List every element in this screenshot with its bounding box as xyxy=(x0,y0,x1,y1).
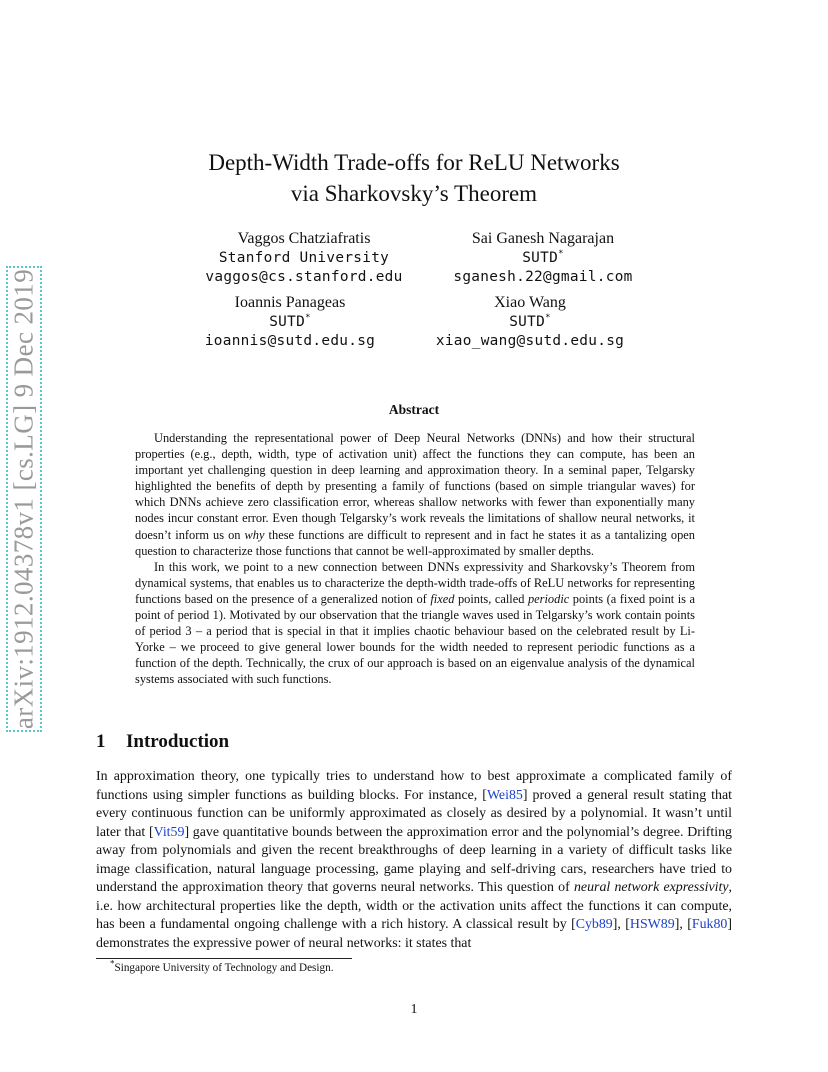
intro-body xyxy=(96,768,732,953)
author-email: sganesh.22@gmail.com xyxy=(453,269,633,285)
author-block xyxy=(150,293,430,351)
intro-paragraph xyxy=(96,768,732,953)
footnote-mark: * xyxy=(558,249,564,260)
author-block xyxy=(390,293,670,351)
page-number: 1 xyxy=(410,1002,418,1017)
body-text: ] demonstrates the expressive power of neural networks: it states that xyxy=(96,917,733,951)
citation-link[interactable]: HSW89 xyxy=(629,917,675,932)
footnote-text: Singapore University of Technology and Design. xyxy=(114,962,334,974)
body-emphasis: neural network expressivity xyxy=(573,880,729,895)
body-text: In approximation theory, one typically tries to understand how to best approximate a complicated family of functions using simpler functions as building blocks. For instance, [ xyxy=(96,769,732,803)
citation-link[interactable]: Cyb89 xyxy=(575,917,613,932)
author-block xyxy=(403,229,683,287)
author-email: vaggos@cs.stanford.edu xyxy=(205,269,403,285)
author-name: Sai Ganesh Nagarajan xyxy=(471,230,615,247)
author-affiliation-line xyxy=(390,313,670,332)
citation-link[interactable]: Wei85 xyxy=(486,787,523,803)
abstract-body xyxy=(135,430,695,688)
abstract-paragraph xyxy=(135,559,695,688)
section-number: 1 xyxy=(96,731,106,752)
author-affiliation: SUTD xyxy=(522,250,559,266)
body-text: ] proved a general result stating that every continuous function can be uniformly approximated as closely as desired by a polynomial. It wasn’t until later that [ xyxy=(96,787,732,840)
citation-link[interactable]: Vit59 xyxy=(153,824,185,840)
footnote-mark: * xyxy=(110,958,115,969)
author-name: Vaggos Chatziafratis xyxy=(237,230,371,247)
author-block xyxy=(164,229,444,287)
section-title: Introduction xyxy=(126,731,230,752)
author-affiliation-line xyxy=(403,249,683,268)
abstract-text: these functions are difficult to represent and in fact he states it as a tantalizing open question to characterize those functions that cannot be well-approximated by smaller depths. xyxy=(135,527,695,558)
body-text: ], [ xyxy=(612,917,630,932)
author-email: xiao_wang@sutd.edu.sg xyxy=(435,333,625,349)
arxiv-stamp xyxy=(6,266,42,732)
abstract-heading: Abstract xyxy=(388,402,440,417)
abstract-text: points (a fixed point is a point of period 1). Motivated by our observation that the triangle waves used in Telgarsky’s work contain points of period 3 – a period that is special in that it implies chaotic behaviour based on the celebrated result by Li-Yorke – we proceed to give general lower bounds for the width needed to represent periodic functions as a function of the depth. Technically, the crux of our approach is based on an eigenvalue analysis of the dynamical systems associated with such functions. xyxy=(135,591,696,687)
author-affiliation-line xyxy=(150,313,430,332)
author-affiliation: SUTD xyxy=(269,314,306,330)
paper-title-line1: Depth-Width Trade-offs for ReLU Networks xyxy=(208,150,620,175)
paper-title-line2: via Sharkovsky’s Theorem xyxy=(290,181,538,206)
abstract-text: In this work, we point to a new connection between DNNs expressivity and Sharkovsky’s Theorem from dynamical systems, that enables us to characterize the depth-width trade-offs of ReLU networks for representing functions based on the presence of a generalized notion of xyxy=(135,559,695,606)
footnote-mark: * xyxy=(545,313,551,324)
footnote-mark: * xyxy=(305,313,311,324)
footnote xyxy=(110,958,334,974)
abstract-text: Understanding the representational power of Deep Neural Networks (DNNs) and how their structural properties (e.g., depth, width, type of activation unit) affect the functions they can compute, has been an important yet challenging question in deep learning and approximation theory. In a seminal paper, Telgarsky highlighted the benefits of depth by presenting a family of functions (based on simple triangular waves) for which DNNs achieve zero classification error, whereas shallow networks with fewer than exponentially many nodes incur constant error. Even though Telgarsky’s work reveals the limitations of shallow neural networks, it doesn’t inform us on xyxy=(135,431,695,542)
author-affiliation: SUTD xyxy=(509,314,546,330)
footnote-divider xyxy=(96,958,352,959)
author-name: Xiao Wang xyxy=(494,294,566,311)
abstract-emphasis: fixed xyxy=(430,591,455,606)
citation-link[interactable]: Fuk80 xyxy=(691,917,728,932)
section-heading xyxy=(96,731,229,753)
abstract-text: points, called xyxy=(454,591,528,606)
author-affiliation: Stanford University xyxy=(218,250,390,266)
abstract-paragraph xyxy=(135,430,695,559)
author-email: ioannis@sutd.edu.sg xyxy=(204,333,376,349)
abstract-emphasis: why xyxy=(244,527,265,542)
arxiv-identifier: arXiv:1912.04378v1 [cs.LG] 9 Dec 2019 xyxy=(8,268,39,730)
body-text: ] gave quantitative bounds between the approximation error and the polynomial’s degree. Drifting away from polynomials and given the recent breakthroughs of deep learning in a variety of difficult tasks like image classification, natural language processing, game playing and self-driving cars, researchers have tried to understand the approximation theory that governs neural networks. This question of xyxy=(96,824,732,895)
body-text: ], [ xyxy=(674,917,692,932)
abstract-emphasis: periodic xyxy=(527,591,570,606)
body-text: , i.e. how architectural properties like the depth, width or the activation units affect the functions it can compute, has been a fundamental ongoing challenge with a rich history. A classical result by [ xyxy=(96,880,733,932)
author-name: Ioannis Panageas xyxy=(234,294,346,311)
